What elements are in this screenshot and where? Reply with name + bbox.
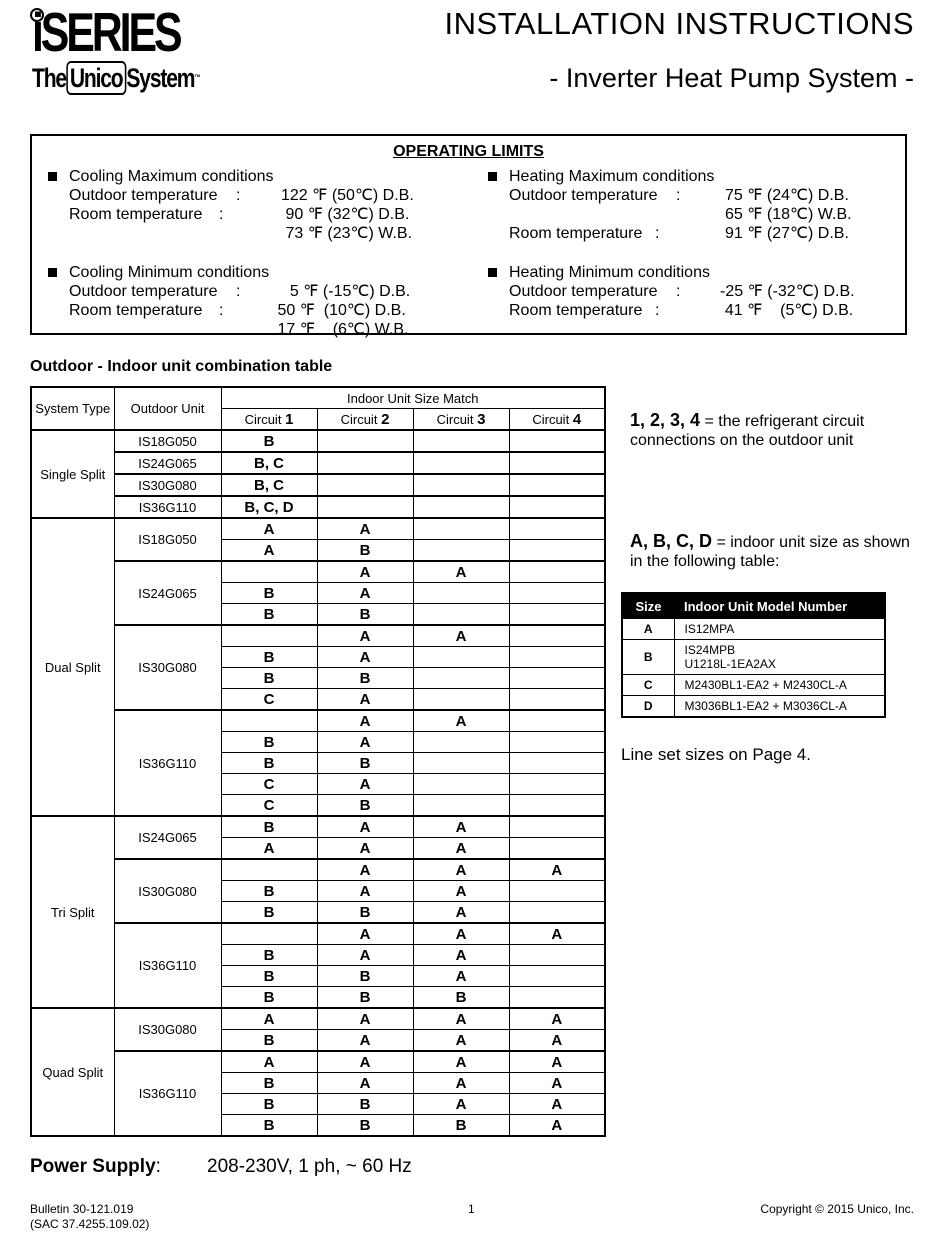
circuit-2-cell: B <box>317 987 413 1009</box>
circuit-2-cell: B <box>317 604 413 626</box>
circuit-4-cell <box>509 902 605 924</box>
document-title: INSTALLATION INSTRUCTIONS <box>444 6 914 41</box>
section-heading: Cooling Minimum conditions <box>69 264 270 281</box>
circuit-4-cell <box>509 604 605 626</box>
outdoor-unit-cell: IS18G050 <box>114 518 221 561</box>
operating-limits-heading: OPERATING LIMITS <box>393 143 544 160</box>
circuit-3-cell: A <box>413 710 509 732</box>
circuit-3-cell <box>413 430 509 452</box>
table-row <box>31 923 605 945</box>
circuit-3-cell: A <box>413 625 509 647</box>
circuit-3-cell: A <box>413 1030 509 1052</box>
circuit-4-cell <box>509 795 605 817</box>
header-circuit-1: Circuit 1 <box>221 409 317 431</box>
circuit-2-cell: A <box>317 881 413 902</box>
circuit-2-cell <box>317 496 413 518</box>
section-heading: Cooling Maximum conditions <box>69 168 274 185</box>
circuit-1-cell: A <box>221 540 317 562</box>
circuit-3-cell: A <box>413 1008 509 1030</box>
outdoor-unit-cell: IS36G110 <box>114 710 221 816</box>
circuit-2-cell: B <box>317 753 413 774</box>
circuit-1-cell: B <box>221 604 317 626</box>
circuit-4-cell <box>509 540 605 562</box>
circuit-3-cell: A <box>413 923 509 945</box>
circuit-4-cell <box>509 583 605 604</box>
circuit-2-cell: A <box>317 732 413 753</box>
circuit-4-cell <box>509 966 605 987</box>
circuit-2-cell: B <box>317 668 413 689</box>
circuit-2-cell: A <box>317 1051 413 1073</box>
circuit-3-cell: A <box>413 966 509 987</box>
circuit-4-cell <box>509 987 605 1009</box>
circuit-1-cell: B <box>221 583 317 604</box>
circuit-2-cell: A <box>317 945 413 966</box>
outdoor-unit-cell: IS24G065 <box>114 452 221 474</box>
circuit-3-cell: A <box>413 838 509 860</box>
circuit-2-cell: B <box>317 1094 413 1115</box>
circuit-4-cell <box>509 625 605 647</box>
line-set-note: Line set sizes on Page 4. <box>621 745 811 764</box>
table-row <box>31 496 605 518</box>
outdoor-unit-cell: IS30G080 <box>114 1008 221 1051</box>
header-system-type: System Type <box>31 387 114 430</box>
combination-table <box>30 386 606 1137</box>
circuit-1-cell: B <box>221 430 317 452</box>
circuit-2-cell: A <box>317 923 413 945</box>
section-heading: Heating Maximum conditions <box>509 168 715 185</box>
unico-system-logo: The Unico System™ <box>32 63 201 93</box>
outdoor-unit-cell: IS36G110 <box>114 923 221 1008</box>
iseries-wordmark: iSERIES <box>32 1 180 63</box>
circuit-3-cell <box>413 647 509 668</box>
circuit-1-cell: B <box>221 647 317 668</box>
circuit-4-cell <box>509 430 605 452</box>
iseries-logo <box>30 1 210 63</box>
bullet-square-icon <box>48 172 57 181</box>
circuit-1-cell: B <box>221 732 317 753</box>
circuit-4-cell <box>509 881 605 902</box>
circuit-3-cell: A <box>413 816 509 838</box>
circuit-4-cell: A <box>509 859 605 881</box>
table-row <box>31 518 605 540</box>
circuit-3-cell <box>413 689 509 711</box>
circuit-2-cell: A <box>317 838 413 860</box>
circuit-2-cell: A <box>317 710 413 732</box>
circuit-1-cell: B <box>221 902 317 924</box>
circuit-1-cell: B <box>221 987 317 1009</box>
circuit-1-cell: B, C <box>221 474 317 496</box>
circuit-2-cell: A <box>317 583 413 604</box>
circuit-2-cell: B <box>317 540 413 562</box>
circuit-3-cell <box>413 774 509 795</box>
circuit-2-cell: A <box>317 1073 413 1094</box>
circuit-4-cell <box>509 838 605 860</box>
outdoor-unit-cell: IS24G065 <box>114 816 221 859</box>
circuit-3-cell <box>413 474 509 496</box>
circuit-3-cell <box>413 583 509 604</box>
circuit-3-cell: A <box>413 1094 509 1115</box>
outdoor-unit-cell: IS36G110 <box>114 496 221 518</box>
circuit-4-cell <box>509 816 605 838</box>
circuit-3-cell <box>413 668 509 689</box>
system-type-cell: Dual Split <box>31 518 114 816</box>
circuit-3-cell <box>413 795 509 817</box>
bullet-square-icon <box>488 268 497 277</box>
size-note: A, B, C, D = indoor unit size as shown in the following table: <box>630 531 910 570</box>
bullet-square-icon <box>48 268 57 277</box>
circuit-2-cell: A <box>317 647 413 668</box>
combination-table-body <box>31 430 605 1136</box>
header-indoor-match: Indoor Unit Size Match <box>221 387 605 409</box>
circuit-1-cell: B <box>221 1073 317 1094</box>
circuit-1-cell: B <box>221 966 317 987</box>
circuit-3-cell <box>413 540 509 562</box>
circuit-3-cell: A <box>413 881 509 902</box>
circuit-3-cell: A <box>413 1051 509 1073</box>
outdoor-unit-cell: IS30G080 <box>114 625 221 710</box>
circuit-1-cell <box>221 859 317 881</box>
circuit-3-cell: A <box>413 902 509 924</box>
header-circuit-4: Circuit 4 <box>509 409 605 431</box>
table-row <box>31 1008 605 1030</box>
circuit-note: 1, 2, 3, 4 = the refrigerant circuit connections on the outdoor unit <box>630 410 865 449</box>
combination-table-title: Outdoor - Indoor unit combination table <box>30 358 333 375</box>
circuit-1-cell <box>221 561 317 583</box>
size-row: A IS12MPA <box>622 619 885 640</box>
size-row: C M2430BL1-EA2 + M2430CL-A <box>622 675 885 696</box>
circuit-3-cell: A <box>413 859 509 881</box>
circuit-2-cell <box>317 474 413 496</box>
circuit-4-cell <box>509 753 605 774</box>
circuit-2-cell: B <box>317 966 413 987</box>
circuit-3-cell: A <box>413 561 509 583</box>
page-number: 1 <box>468 1202 475 1216</box>
circuit-4-cell <box>509 774 605 795</box>
header-circuit-2: Circuit 2 <box>317 409 413 431</box>
outdoor-unit-cell: IS18G050 <box>114 430 221 452</box>
circuit-4-cell <box>509 561 605 583</box>
circuit-3-cell <box>413 496 509 518</box>
circuit-3-cell <box>413 753 509 774</box>
circuit-1-cell: B <box>221 945 317 966</box>
header-outdoor-unit: Outdoor Unit <box>114 387 221 430</box>
trademark-icon: ™ <box>194 73 201 82</box>
power-supply: Power Supply: 208-230V, 1 ph, ~ 60 Hz <box>30 1156 412 1177</box>
circuit-1-cell: A <box>221 838 317 860</box>
copyright-notice: Copyright © 2015 Unico, Inc. <box>760 1202 914 1216</box>
circuit-2-cell: A <box>317 689 413 711</box>
circuit-3-cell: A <box>413 945 509 966</box>
circuit-1-cell: B <box>221 816 317 838</box>
circuit-2-cell: A <box>317 625 413 647</box>
circuit-4-cell: A <box>509 1051 605 1073</box>
circuit-4-cell: A <box>509 923 605 945</box>
outdoor-unit-cell: IS36G110 <box>114 1051 221 1136</box>
circuit-1-cell <box>221 710 317 732</box>
circuit-1-cell: A <box>221 1051 317 1073</box>
circuit-1-cell: C <box>221 689 317 711</box>
circuit-4-cell: A <box>509 1115 605 1137</box>
circuit-4-cell <box>509 945 605 966</box>
circuit-2-cell: A <box>317 1008 413 1030</box>
circuit-2-cell: B <box>317 1115 413 1137</box>
circuit-1-cell: B <box>221 1094 317 1115</box>
circuit-3-cell <box>413 604 509 626</box>
circuit-2-cell: A <box>317 518 413 540</box>
circuit-3-cell <box>413 518 509 540</box>
table-row <box>31 430 605 452</box>
document-subtitle: - Inverter Heat Pump System - <box>549 63 914 93</box>
table-row <box>31 710 605 732</box>
circuit-4-cell <box>509 518 605 540</box>
table-row <box>31 561 605 583</box>
operating-limits-box: OPERATING LIMITS Cooling Maximum conditions Outdoor temperature : 122 ℉ (50℃) D.B. Room temperature : 90 ℉ (32℃) D.B. 73 ℉ (23℃) W.B. Cooling Minimum conditions Outdoor temperature : 5 ℉ (-15℃) D.B. Room temperature : 50 ℉ (10℃) D.B. 17 ℉ (6℃) W.B. Heating Maximum conditions Outdoor temperature : 75 ℉ (24℃) D.B. 65 ℉ (18℃) W.B. Room temperature : 91 ℉ (27℃) D.B. Heating Minimum conditions Outdoor temperature : -25 ℉ (-32℃) D.B. Room temperature : 41 ℉ (5℃) D.B. <box>30 134 907 335</box>
table-row <box>31 474 605 496</box>
circuit-1-cell <box>221 923 317 945</box>
size-row: D M3036BL1-EA2 + M3036CL-A <box>622 696 885 718</box>
circuit-1-cell: B <box>221 1115 317 1137</box>
circuit-1-cell: C <box>221 774 317 795</box>
power-supply-value: 208-230V, 1 ph, ~ 60 Hz <box>207 1156 412 1177</box>
circuit-1-cell: B <box>221 1030 317 1052</box>
circuit-3-cell: B <box>413 1115 509 1137</box>
header-model-number: Indoor Unit Model Number <box>674 593 885 619</box>
table-row <box>31 625 605 647</box>
header-size: Size <box>622 593 674 619</box>
circuit-2-cell: B <box>317 902 413 924</box>
size-row: B IS24MPB U1218L-1EA2AX <box>622 640 885 675</box>
circuit-1-cell: B <box>221 753 317 774</box>
outdoor-unit-cell: IS30G080 <box>114 859 221 923</box>
system-type-cell: Single Split <box>31 430 114 518</box>
circuit-4-cell: A <box>509 1030 605 1052</box>
circuit-4-cell: A <box>509 1094 605 1115</box>
circuit-3-cell <box>413 732 509 753</box>
circuit-4-cell <box>509 710 605 732</box>
header-circuit-3: Circuit 3 <box>413 409 509 431</box>
circuit-4-cell <box>509 668 605 689</box>
circuit-1-cell: A <box>221 1008 317 1030</box>
circuit-1-cell: B <box>221 881 317 902</box>
table-row <box>31 452 605 474</box>
circuit-2-cell <box>317 452 413 474</box>
table-row <box>31 859 605 881</box>
circuit-3-cell: A <box>413 1073 509 1094</box>
outdoor-unit-cell: IS24G065 <box>114 561 221 625</box>
circuit-4-cell <box>509 452 605 474</box>
circuit-4-cell: A <box>509 1008 605 1030</box>
circuit-4-cell <box>509 647 605 668</box>
power-supply-label: Power Supply <box>30 1156 156 1177</box>
bullet-square-icon <box>488 172 497 181</box>
circuit-1-cell: A <box>221 518 317 540</box>
circuit-4-cell: A <box>509 1073 605 1094</box>
section-heading: Heating Minimum conditions <box>509 264 710 281</box>
circuit-1-cell: B, C, D <box>221 496 317 518</box>
brand-logo <box>30 1 210 93</box>
outdoor-unit-cell: IS30G080 <box>114 474 221 496</box>
circuit-2-cell: A <box>317 561 413 583</box>
indoor-size-table <box>621 592 886 718</box>
circuit-4-cell <box>509 474 605 496</box>
circuit-2-cell: A <box>317 859 413 881</box>
circuit-1-cell: B <box>221 668 317 689</box>
bulletin-number: Bulletin 30-121.019 (SAC 37.4255.109.02) <box>30 1202 150 1231</box>
system-type-cell: Quad Split <box>31 1008 114 1136</box>
circuit-3-cell: B <box>413 987 509 1009</box>
circuit-1-cell: B, C <box>221 452 317 474</box>
circuit-2-cell <box>317 430 413 452</box>
circuit-4-cell <box>509 732 605 753</box>
circuit-4-cell <box>509 689 605 711</box>
circuit-1-cell: C <box>221 795 317 817</box>
circuit-2-cell: A <box>317 1030 413 1052</box>
circuit-2-cell: A <box>317 816 413 838</box>
circuit-4-cell <box>509 496 605 518</box>
circuit-2-cell: B <box>317 795 413 817</box>
system-type-cell: Tri Split <box>31 816 114 1008</box>
circuit-3-cell <box>413 452 509 474</box>
table-row <box>31 1051 605 1073</box>
circuit-2-cell: A <box>317 774 413 795</box>
table-row <box>31 816 605 838</box>
circuit-1-cell <box>221 625 317 647</box>
